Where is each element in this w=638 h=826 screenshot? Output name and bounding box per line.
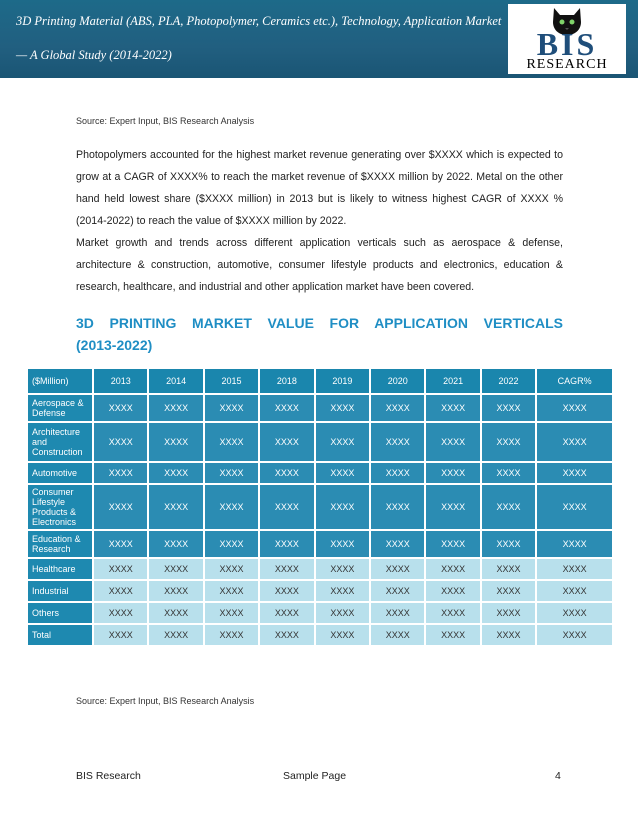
table-cell: XXXX: [370, 602, 425, 624]
table-row: [27, 558, 613, 580]
table-cell: XXXX: [481, 602, 536, 624]
table-cell: XXXX: [259, 558, 314, 580]
table-cell: XXXX: [536, 530, 613, 558]
table-cell: XXXX: [204, 422, 259, 462]
table-cell: XXXX: [259, 462, 314, 484]
table-cell: XXXX: [93, 484, 148, 530]
table-cell: XXXX: [370, 394, 425, 422]
table-cell: XXXX: [204, 624, 259, 646]
table-cell: XXXX: [481, 580, 536, 602]
row-label: Industrial: [27, 580, 93, 602]
table-header-cell: 2013: [93, 368, 148, 394]
section-heading: 3D PRINTING MARKET VALUE FOR APPLICATION VERTICALS: [76, 315, 563, 331]
table-cell: XXXX: [536, 462, 613, 484]
table-cell: XXXX: [148, 484, 203, 530]
paragraph-market-growth: Market growth and trends across different application verticals such as aerospace & defense, architecture & construction, automotive, consumer lifestyle products and electronics, education & research, healthcare, and industrial and other application market have been covered.: [76, 237, 563, 293]
table-header-cell: 2019: [315, 368, 370, 394]
table-cell: XXXX: [315, 624, 370, 646]
table-cell: XXXX: [315, 462, 370, 484]
table-cell: XXXX: [315, 558, 370, 580]
table-cell: XXXX: [93, 602, 148, 624]
table-row: [27, 580, 613, 602]
table-cell: XXXX: [425, 422, 480, 462]
table-cell: XXXX: [481, 530, 536, 558]
table-cell: XXXX: [204, 558, 259, 580]
table-cell: XXXX: [93, 462, 148, 484]
table-cell: XXXX: [481, 624, 536, 646]
table-cell: XXXX: [148, 422, 203, 462]
table-cell: XXXX: [204, 580, 259, 602]
table-cell: XXXX: [370, 558, 425, 580]
table-cell: XXXX: [536, 558, 613, 580]
table-header-cell: CAGR%: [536, 368, 613, 394]
table-cell: XXXX: [481, 394, 536, 422]
table-header-cell: ($Million): [27, 368, 93, 394]
table-cell: XXXX: [370, 484, 425, 530]
section-heading-years: (2013-2022): [76, 337, 153, 353]
row-label: Aerospace & Defense: [27, 394, 93, 422]
paragraph-photopolymers: Photopolymers accounted for the highest market revenue generating over $XXXX which is expected to grow at a CAGR of XXXX% to reach the market revenue of $XXXX million by 2022. Metal on the other hand held lowest share ($XXXX million) in 2013 but is likely to witness highest CAGR of XXXX % (2014-2022) to reach the value of $XXXX million by 2022.: [76, 149, 563, 227]
table-cell: XXXX: [536, 394, 613, 422]
table-cell: XXXX: [93, 422, 148, 462]
table-cell: XXXX: [425, 602, 480, 624]
footer-page-number: 4: [555, 770, 561, 782]
table-cell: XXXX: [315, 394, 370, 422]
table-row: [27, 602, 613, 624]
table-row: [27, 422, 613, 462]
table-row: [27, 624, 613, 646]
table-cell: XXXX: [93, 558, 148, 580]
table-cell: XXXX: [425, 624, 480, 646]
footer-company: BIS Research: [76, 770, 141, 782]
table-cell: XXXX: [148, 462, 203, 484]
table-cell: XXXX: [259, 602, 314, 624]
table-cell: XXXX: [481, 484, 536, 530]
table-cell: XXXX: [204, 484, 259, 530]
table-cell: XXXX: [370, 422, 425, 462]
row-label: Architecture and Construction: [27, 422, 93, 462]
table-cell: XXXX: [425, 580, 480, 602]
table-cell: XXXX: [315, 422, 370, 462]
table-cell: XXXX: [370, 624, 425, 646]
table-cell: XXXX: [370, 462, 425, 484]
table-cell: XXXX: [148, 558, 203, 580]
table-row: [27, 462, 613, 484]
table-cell: XXXX: [481, 558, 536, 580]
table-cell: XXXX: [148, 624, 203, 646]
row-label: Automotive: [27, 462, 93, 484]
table-row: [27, 394, 613, 422]
row-label: Others: [27, 602, 93, 624]
table-cell: XXXX: [536, 624, 613, 646]
market-value-table: [27, 368, 613, 646]
table-cell: XXXX: [425, 558, 480, 580]
table-cell: XXXX: [315, 530, 370, 558]
table-row: [27, 530, 613, 558]
document-title: 3D Printing Material (ABS, PLA, Photopolymer, Ceramics etc.), Technology, Application Market: [16, 14, 502, 28]
table-row: [27, 484, 613, 530]
row-label: Total: [27, 624, 93, 646]
table-cell: XXXX: [148, 580, 203, 602]
table-cell: XXXX: [315, 484, 370, 530]
bis-research-logo: [508, 4, 626, 74]
table-cell: XXXX: [315, 580, 370, 602]
table-cell: XXXX: [536, 484, 613, 530]
table-cell: XXXX: [259, 624, 314, 646]
table-cell: XXXX: [204, 394, 259, 422]
row-label: Education & Research: [27, 530, 93, 558]
table-cell: XXXX: [425, 530, 480, 558]
footer-page-label: Sample Page: [283, 770, 347, 782]
table-cell: XXXX: [148, 602, 203, 624]
logo-research-text: RESEARCH: [526, 57, 608, 72]
table-cell: XXXX: [536, 602, 613, 624]
table-cell: XXXX: [259, 484, 314, 530]
table-cell: XXXX: [259, 530, 314, 558]
table-cell: XXXX: [370, 530, 425, 558]
table-cell: XXXX: [370, 580, 425, 602]
table-cell: XXXX: [148, 394, 203, 422]
table-cell: XXXX: [259, 580, 314, 602]
source-note-bottom: Source: Expert Input, BIS Research Analysis: [76, 696, 255, 706]
table-cell: XXXX: [315, 602, 370, 624]
table-cell: XXXX: [93, 624, 148, 646]
table-header-cell: 2020: [370, 368, 425, 394]
table-header-cell: 2015: [204, 368, 259, 394]
table-cell: XXXX: [481, 462, 536, 484]
table-cell: XXXX: [93, 580, 148, 602]
table-cell: XXXX: [425, 484, 480, 530]
table-cell: XXXX: [259, 422, 314, 462]
header-banner: [0, 0, 638, 78]
logo-bis-text: BIS: [536, 26, 598, 62]
table-cell: XXXX: [425, 394, 480, 422]
table-cell: XXXX: [204, 530, 259, 558]
table-header-cell: 2021: [425, 368, 480, 394]
table-cell: XXXX: [148, 530, 203, 558]
table-cell: XXXX: [204, 602, 259, 624]
table-cell: XXXX: [536, 580, 613, 602]
row-label: Healthcare: [27, 558, 93, 580]
table-cell: XXXX: [481, 422, 536, 462]
source-note-top: Source: Expert Input, BIS Research Analysis: [76, 116, 255, 126]
table-cell: XXXX: [425, 462, 480, 484]
table-cell: XXXX: [93, 394, 148, 422]
document-subtitle: — A Global Study (2014-2022): [16, 48, 172, 62]
row-label: Consumer Lifestyle Products & Electronics: [27, 484, 93, 530]
table-cell: XXXX: [93, 530, 148, 558]
table-header-cell: 2018: [259, 368, 314, 394]
table-cell: XXXX: [259, 394, 314, 422]
table-cell: XXXX: [536, 422, 613, 462]
table-header-cell: 2022: [481, 368, 536, 394]
table-cell: XXXX: [204, 462, 259, 484]
table-header-cell: 2014: [148, 368, 203, 394]
table-header-row: [27, 368, 613, 394]
